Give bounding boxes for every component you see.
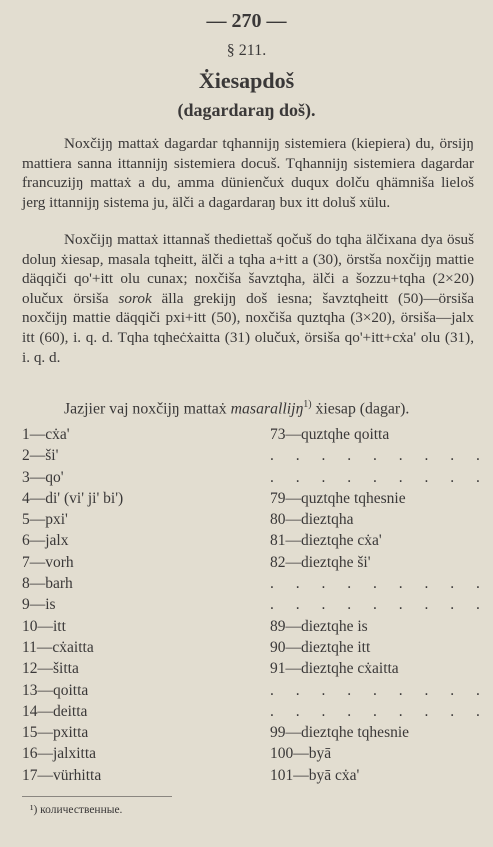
paragraph-2-text-b: älla grekijŋ doš iesna; šavztqheitt (50)—örsiša noxčijŋ mattie däqqiči pxi+itt (50), noxčiša quztqha (3×20), örsiša—jalx itt (60), i. q. d. Tqha tqheċẋaitta (31) olučuẋ, örsiša qo'+itt+cẋa' olu (31), i. q. d. bbox=[22, 289, 474, 366]
ellipsis-row: . . . . . . . . . bbox=[270, 468, 489, 486]
section-number: § 211. bbox=[226, 42, 267, 59]
numeral-row: 73—quztqhe qoitta bbox=[270, 426, 390, 443]
numeral-row: 8—barh bbox=[22, 575, 73, 593]
paragraph-2-italic-word: sorok bbox=[118, 289, 152, 307]
ellipsis-row: . . . . . . . . . bbox=[270, 447, 489, 465]
numeral-row: 7—vorh bbox=[22, 553, 74, 571]
footnote: ¹) количественные. bbox=[30, 804, 123, 816]
numeral-row: 3—qo' bbox=[22, 468, 64, 486]
numeral-row: 12—šitta bbox=[22, 660, 79, 678]
numeral-row: 16—jalxitta bbox=[22, 745, 97, 763]
footnote-divider bbox=[22, 796, 172, 797]
ellipsis-row: . . . . . . . . . bbox=[270, 575, 489, 593]
numerals-right-column bbox=[270, 424, 489, 786]
numeral-row: 5—pxi' bbox=[22, 511, 68, 529]
numeral-row: 6—jalx bbox=[22, 532, 69, 550]
section-title: Ẋiesapdoš bbox=[198, 68, 295, 93]
numeral-row: 101—byā cẋa' bbox=[270, 766, 360, 784]
numeral-row: 17—vürhitta bbox=[22, 766, 102, 784]
numerals-left-column bbox=[22, 424, 252, 786]
numeral-row: 9—is bbox=[22, 596, 56, 614]
ellipsis-row: . . . . . . . . . bbox=[270, 702, 489, 720]
numeral-row: 100—byā bbox=[270, 745, 332, 763]
ellipsis-row: . . . . . . . . . bbox=[270, 681, 489, 699]
footnote-marker: 1) bbox=[303, 399, 312, 410]
numeral-row: 11—cẋaitta bbox=[22, 638, 94, 656]
paragraph-3-text-b: ẋiesap (dagar). bbox=[311, 400, 410, 418]
numeral-row: 13—qoitta bbox=[22, 681, 89, 699]
numeral-row: 2—ši' bbox=[22, 447, 59, 465]
numeral-row: 14—deitta bbox=[22, 702, 88, 720]
numeral-row: 10—itt bbox=[22, 617, 66, 635]
paragraph-3-italic-word: masarallijŋ bbox=[230, 400, 304, 418]
ellipsis-row: . . . . . . . . . bbox=[270, 596, 489, 614]
numeral-row: 90—dieztqhe itt bbox=[270, 638, 371, 656]
numeral-row: 79—quztqhe tqhesnie bbox=[270, 489, 406, 507]
numeral-row: 15—pxitta bbox=[22, 724, 89, 742]
numeral-row: 4—di' (vi' ji' bi') bbox=[22, 489, 124, 507]
page-number: — 270 — bbox=[206, 10, 287, 32]
paragraph-1: Noxčijŋ mattaẋ dagardar tqhannijŋ sistemiera (kiepiera) du, örsijŋ mattiera sanna ittannijŋ sistemiera docuš. Tqhannijŋ sistemiera dagardar francuzijŋ mattaẋ a du, amma dünienčuẋ duqux dolču qhämniša lieloš jerg ittannijŋ sistema ju, älči a dagardaraŋ bux itt doluš xülu. bbox=[22, 135, 474, 211]
section-subtitle: (dagardaraŋ doš). bbox=[177, 100, 316, 120]
numeral-row: 99—dieztqhe tqhesnie bbox=[270, 724, 410, 742]
numeral-row: 82—dieztqhe ši' bbox=[270, 553, 371, 571]
paragraph-3 bbox=[22, 395, 474, 419]
paragraph-2-text-a: Noxčijŋ mattaẋ ittannaš thediettaš qočuš do tqha älčixana dya ösuš doluŋ ẋiesap, masala tqheitt, älči a tqha a+itt a (30), örstša noxčijŋ mattie däqqiči qo'+itt olu cunax; noxčiša šavztqha, älči a šozzu+tqha (2×20) olučux örsiša bbox=[22, 231, 474, 307]
numeral-row: 80—dieztqha bbox=[270, 511, 354, 529]
numeral-row: 1—cẋa' bbox=[22, 426, 70, 443]
numeral-row: 91—dieztqhe cẋaitta bbox=[270, 660, 399, 678]
paragraph-3-text-a: Jazjier vaj noxčijŋ mattaẋ bbox=[64, 400, 231, 418]
numeral-row: 81—dieztqhe cẋa' bbox=[270, 532, 382, 550]
numeral-row: 89—dieztqhe is bbox=[270, 617, 368, 635]
paragraph-2 bbox=[22, 230, 474, 367]
